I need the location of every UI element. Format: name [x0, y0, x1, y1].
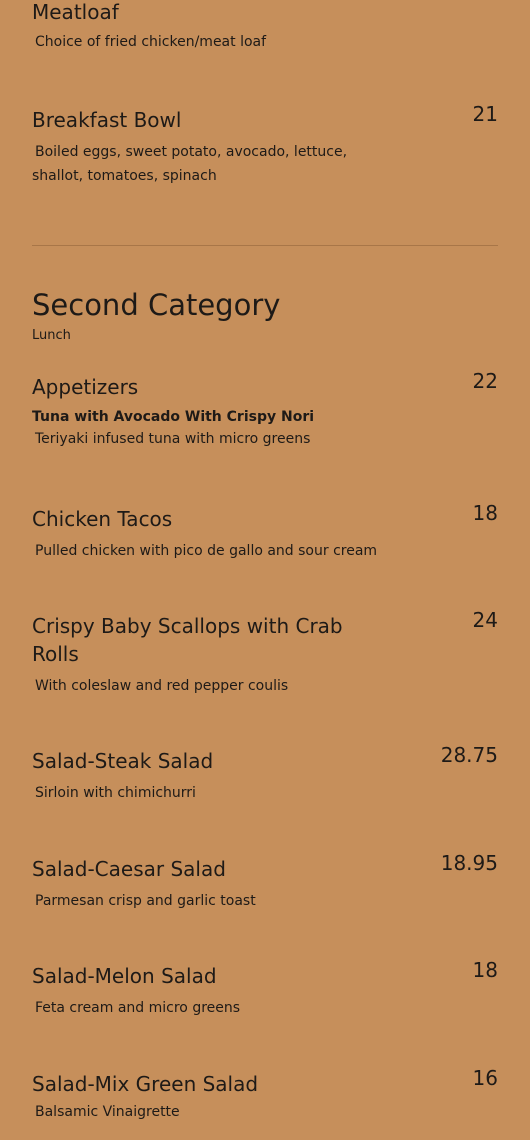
item-description: Balsamic Vinaigrette: [35, 1104, 180, 1120]
item-description: Feta cream and micro greens: [35, 1000, 241, 1016]
category-title: Second Category: [32, 288, 281, 322]
item-name: Salad-Caesar Salad: [32, 857, 226, 881]
menu-item-caesar-salad: [32, 851, 498, 913]
menu-item-melon-salad: [32, 958, 498, 1020]
item-name: Meatloaf: [32, 0, 119, 24]
section-divider: [32, 245, 498, 246]
item-price: 18: [472, 958, 498, 982]
item-price: 22: [472, 369, 498, 393]
item-description: Choice of fried chicken/meat loaf: [35, 34, 267, 50]
menu-item-chicken-tacos: [32, 501, 498, 563]
item-subtitle: Tuna with Avocado With Crispy Nori: [32, 409, 315, 425]
category-heading: [32, 286, 498, 343]
menu-item-mix-green-salad: [32, 1066, 498, 1124]
item-description: Parmesan crisp and garlic toast: [35, 893, 256, 909]
item-name: Appetizers: [32, 375, 139, 399]
menu-item-steak-salad: [32, 743, 498, 805]
item-name: Chicken Tacos: [32, 507, 173, 531]
menu-item-breakfast-bowl: [32, 102, 498, 188]
item-name: Salad-Mix Green Salad: [32, 1072, 259, 1096]
item-description: Teriyaki infused tuna with micro greens: [35, 431, 311, 447]
item-price: 21: [472, 102, 498, 126]
item-price: 18: [472, 501, 498, 525]
category-subtitle: Lunch: [32, 328, 71, 343]
item-name: Salad-Steak Salad: [32, 749, 214, 773]
item-description: With coleslaw and red pepper coulis: [35, 678, 289, 694]
item-name: Crispy Baby Scallops with Crab Rolls: [32, 614, 343, 666]
item-price: 16: [472, 1066, 498, 1090]
item-description: Boiled eggs, sweet potato, avocado, lettuce, shallot, tomatoes, spinach: [32, 144, 348, 184]
item-price: 18.95: [440, 851, 498, 875]
item-name: Breakfast Bowl: [32, 108, 182, 132]
item-description: Pulled chicken with pico de gallo and sour cream: [35, 543, 378, 559]
item-price: 28.75: [440, 743, 498, 767]
item-price: 24: [472, 608, 498, 632]
menu-item-crispy-baby-scallops: [32, 608, 498, 698]
item-description: Sirloin with chimichurri: [35, 785, 196, 801]
menu-item-meatloaf: [32, 0, 498, 54]
menu-item-appetizers: [32, 369, 498, 451]
item-name: Salad-Melon Salad: [32, 964, 217, 988]
